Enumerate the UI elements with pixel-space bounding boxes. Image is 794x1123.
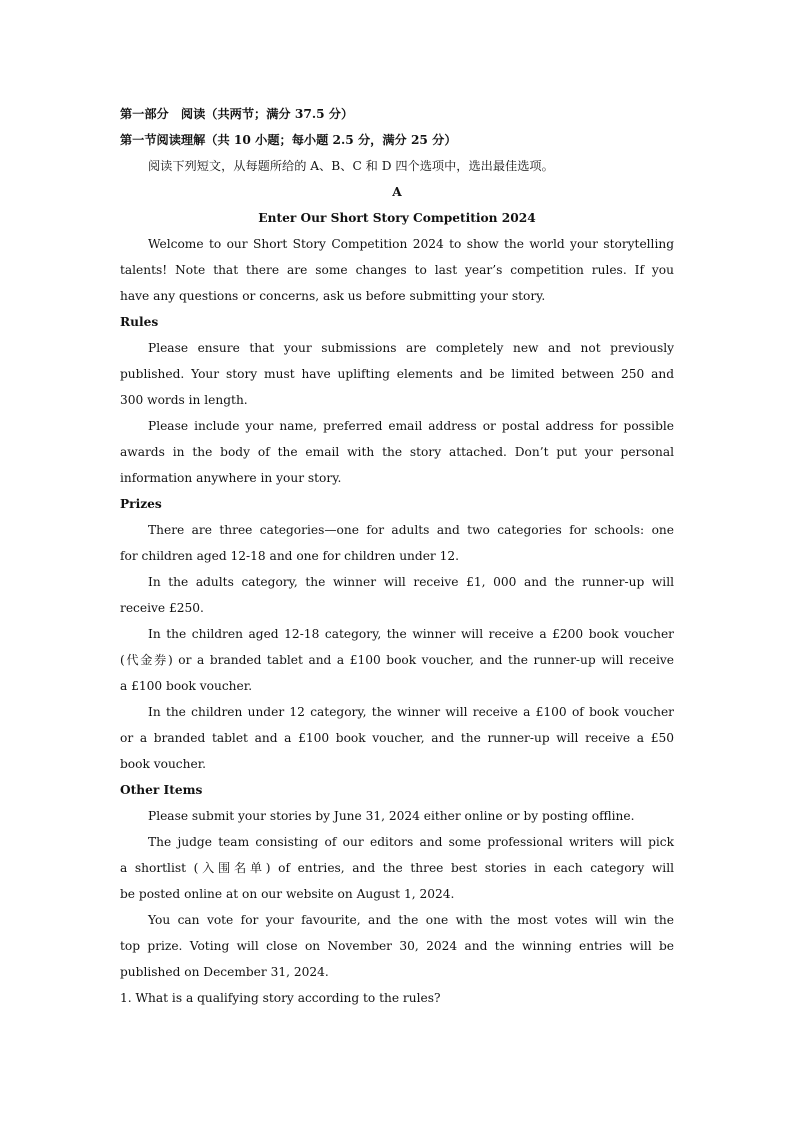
prizes-p3-line-1: In the children aged 12-18 category, the winner will receive a £200 book voucher xyxy=(148,627,674,641)
intro-line-2: talents! Note that there are some changes to last year’s competition rules. If you xyxy=(120,263,674,277)
rules-p2-line-2: awards in the body of the email with the story attached. Don’t put your personal xyxy=(120,445,674,459)
prizes-p4-line-3: book voucher. xyxy=(120,757,207,771)
prizes-p1-line-2: for children aged 12-18 and one for children under 12. xyxy=(120,549,459,563)
question-1: 1. What is a qualifying story according to the rules? xyxy=(120,991,441,1005)
instruction: 阅读下列短文，从每题所给的 A、B、C 和 D 四个选项中，选出最佳选项。 xyxy=(148,159,554,173)
prizes-p3-line-3: a £100 book voucher. xyxy=(120,679,253,693)
prizes-heading: Prizes xyxy=(120,497,162,511)
prizes-p2-line-1: In the adults category, the winner will receive £1, 000 and the runner-up will xyxy=(148,575,674,589)
prizes-p3-line-2: (代金券) or a branded tablet and a £100 book voucher, and the runner-up will receive xyxy=(120,653,674,667)
prizes-p2-line-2: receive £250. xyxy=(120,601,204,615)
other-p2-line-3: be posted online at on our website on August 1, 2024. xyxy=(120,887,455,901)
part-title: 第一部分 阅读（共两节；满分 37.5 分） xyxy=(120,107,354,121)
section-title: 第一节阅读理解（共 10 小题；每小题 2.5 分，满分 25 分） xyxy=(120,133,457,147)
other-p3-line-3: published on December 31, 2024. xyxy=(120,965,329,979)
prizes-p1-line-1: There are three categories—one for adults and two categories for schools: one xyxy=(148,523,674,537)
rules-p1-line-2: published. Your story must have uplifting elements and be limited between 250 and xyxy=(120,367,674,381)
prizes-p4-line-2: or a branded tablet and a £100 book voucher, and the runner-up will receive a £50 xyxy=(120,731,674,745)
passage-label: A xyxy=(392,185,402,199)
rules-p1-line-1: Please ensure that your submissions are completely new and not previously xyxy=(148,341,674,355)
document-page xyxy=(120,101,674,1011)
other-p3-line-2: top prize. Voting will close on November 30, 2024 and the winning entries will be xyxy=(120,939,674,953)
intro-line-3: have any questions or concerns, ask us before submitting your story. xyxy=(120,289,546,303)
rules-heading: Rules xyxy=(120,315,159,329)
rules-p2-line-1: Please include your name, preferred email address or postal address for possible xyxy=(148,419,674,433)
prizes-p4-line-1: In the children under 12 category, the winner will receive a £100 of book voucher xyxy=(148,705,674,719)
intro-line-1: Welcome to our Short Story Competition 2024 to show the world your storytelling xyxy=(148,237,674,251)
other-p3-line-1: You can vote for your favourite, and the one with the most votes will win the xyxy=(148,913,674,927)
rules-p1-line-3: 300 words in length. xyxy=(120,393,248,407)
passage-title: Enter Our Short Story Competition 2024 xyxy=(258,211,536,225)
rules-p2-line-3: information anywhere in your story. xyxy=(120,471,342,485)
other-p1-line-1: Please submit your stories by June 31, 2024 either online or by posting offline. xyxy=(148,809,635,823)
other-p2-line-1: The judge team consisting of our editors and some professional writers will pick xyxy=(148,835,674,849)
other-p2-line-2: a shortlist (入围名单) of entries, and the three best stories in each category will xyxy=(120,861,674,875)
other-items-heading: Other Items xyxy=(120,783,203,797)
